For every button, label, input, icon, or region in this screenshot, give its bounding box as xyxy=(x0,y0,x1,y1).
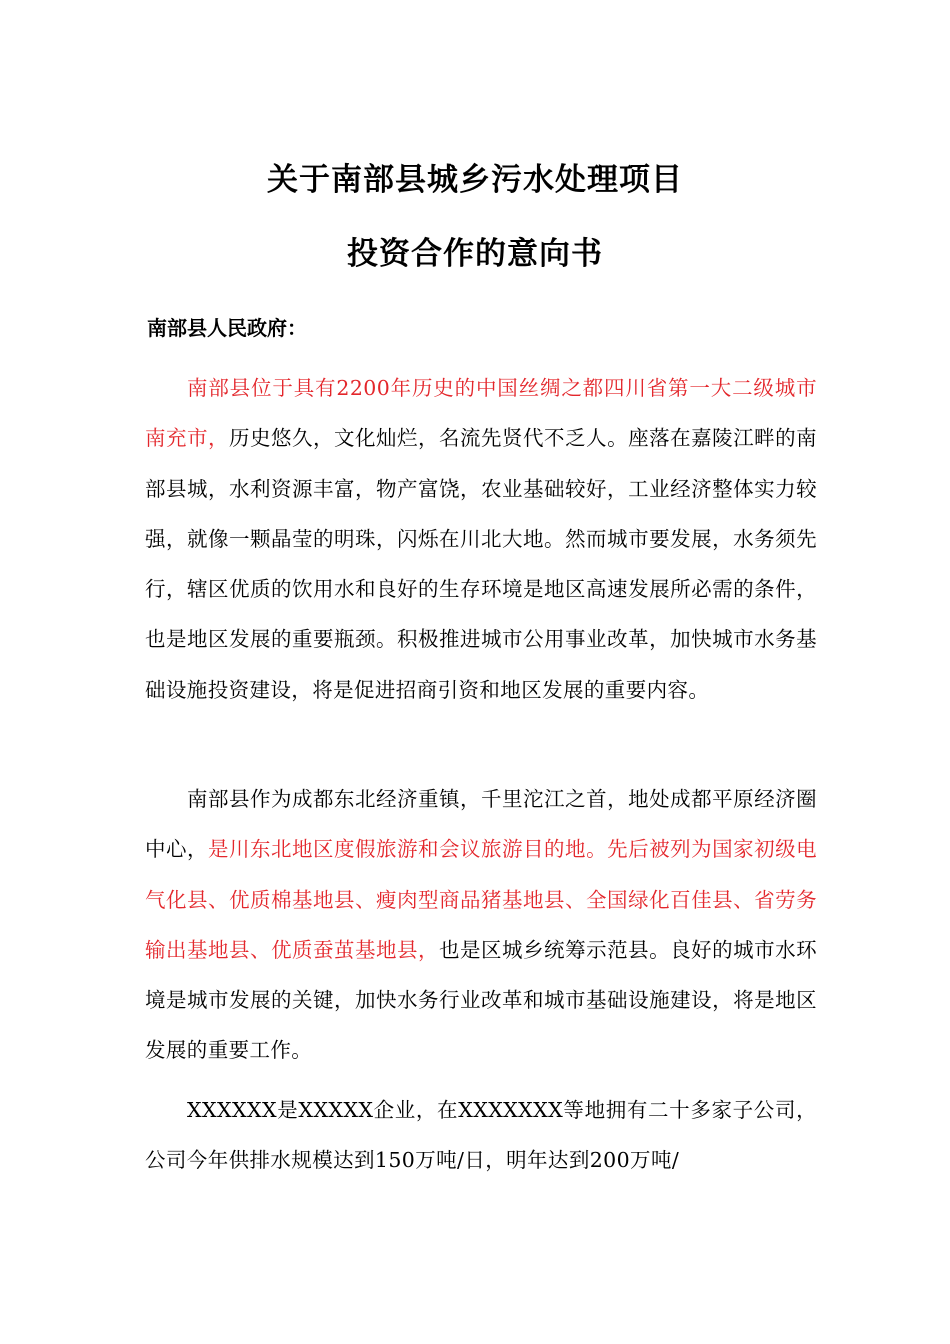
paragraph-3-body: XXXXXX是XXXXX企业，在XXXXXXX等地拥有二十多家子公司，公司今年供排水规模达到150万吨/日，明年达到200万吨/ xyxy=(145,1098,817,1173)
salutation: 南部县人民政府： xyxy=(147,316,307,340)
paragraph-1-highlight: 南部县位于具有2200年历史的中国丝绸之都四川省第一大二级城市南充市， xyxy=(145,376,817,451)
paragraph-1-body: 历史悠久，文化灿烂，名流先贤代不乏人。座落在嘉陵江畔的南部县城，水利资源丰富，物产富饶，农业基础较好，工业经济整体实力较强，就像一颗晶莹的明珠，闪烁在川北大地。然而城市要发展，水务须先行，辖区优质的饮用水和良好的生存环境是地区高速发展所必需的条件，也是地区发展的重要瓶颈。积极推进城市公用事业改革，加快城市水务基础设施投资建设，将是促进招商引资和地区发展的重要内容。 xyxy=(145,426,817,702)
paragraph-2-intro: 南部县作为成都东北经济重镇，千里沱江之首，地处成都平原经济圈中心， xyxy=(145,787,817,862)
paragraph-2 xyxy=(145,774,817,1076)
paragraph-1 xyxy=(145,363,817,715)
document-title-line-1: 关于南部县城乡污水处理项目 xyxy=(267,162,683,198)
paragraph-3 xyxy=(145,1085,817,1186)
document-title-line-2: 投资合作的意向书 xyxy=(347,236,603,272)
paragraph-2-highlight: 是川东北地区度假旅游和会议旅游目的地。先后被列为国家初级电气化县、优质棉基地县、瘦肉型商品猪基地县、全国绿化百佳县、省劳务输出基地县、优质蚕茧基地县， xyxy=(145,837,817,962)
paragraph-2-body: 也是区城乡统筹示范县。良好的城市水环境是城市发展的关键，加快水务行业改革和城市基础设施建设，将是地区发展的重要工作。 xyxy=(145,937,817,1063)
